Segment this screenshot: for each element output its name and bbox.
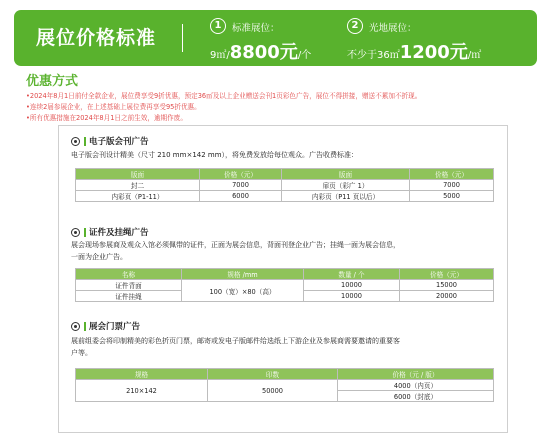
table-row: 内彩页（P1-11） 6000 内彩页（P11 页以后） 5000 bbox=[76, 191, 494, 202]
badge-ad-description: 展会现场参展商及观众入馆必须佩带的证件，正面为展会信息，背面刊登企业广告；挂绳一面为展会信息， bbox=[71, 241, 400, 249]
green-bar-icon bbox=[84, 322, 86, 331]
ebook-section-title: 电子版会刊广告 bbox=[71, 135, 149, 147]
table-row: 210×142 50000 4000（内页） bbox=[76, 380, 494, 391]
table-row: 证件背面 100（宽）×80（高） 10000 15000 bbox=[76, 280, 494, 291]
advertising-card bbox=[58, 125, 508, 433]
green-bar-icon bbox=[84, 228, 86, 237]
standard-booth-label: 标准展位： bbox=[232, 23, 280, 34]
table-row: 6000（封底） bbox=[76, 391, 494, 402]
discount-note: •连续2届参展企业，在上述基础上展位费再享受95折优惠。 bbox=[26, 103, 201, 111]
header-title: 展位价格标准 bbox=[36, 27, 157, 49]
ticket-ad-description: 展前组委会将印制精美的彩色折页门票，邮寄或发电子版邮件给选纸上下游企业及参展商需要邀请的重要客 bbox=[71, 337, 400, 345]
badge-spec-cell: 100（宽）×80（高） bbox=[182, 280, 304, 302]
table-header-row: 规格 印数 价格（元 / 版） bbox=[76, 369, 494, 380]
price-header-banner bbox=[14, 10, 537, 66]
ticket-ad-description-cont: 户等。 bbox=[71, 349, 92, 357]
standard-price-suffix: /个 bbox=[297, 50, 312, 61]
standard-booth-price bbox=[210, 38, 311, 64]
badge-ad-description-cont: 一面为企业广告。 bbox=[71, 253, 127, 261]
discount-note: •所有优惠措施在2024年8月1日之前生效，逾期作废。 bbox=[26, 114, 187, 122]
ticket-count-cell: 50000 bbox=[208, 380, 338, 402]
discount-title: 优惠方式 bbox=[26, 74, 79, 89]
raw-price-suffix: /㎡ bbox=[467, 50, 482, 61]
raw-price-prefix: 不少于36㎡ bbox=[347, 50, 400, 61]
standard-price-prefix: 9㎡/ bbox=[210, 50, 230, 61]
table-row: 证件挂绳 10000 20000 bbox=[76, 291, 494, 302]
raw-space-price bbox=[347, 38, 481, 64]
discount-note: •2024年8月1日前付全款企业，展位费享受9折优惠，预定36㎡及以上企业赠送会刊1页彩色广告，展位不得拼接，赠送不累加不折现。 bbox=[26, 92, 422, 100]
bullet-circle-icon bbox=[71, 322, 80, 331]
ebook-description: 电子版会刊设计精美（尺寸 210 mm×142 mm），将免费发放给每位观众。广告收费标准： bbox=[71, 151, 359, 159]
raw-price-amount: 1200元 bbox=[399, 42, 468, 63]
ticket-ad-price-table bbox=[75, 368, 494, 402]
ebook-price-table bbox=[75, 168, 494, 202]
ticket-ad-section-title: 展会门票广告 bbox=[71, 320, 140, 332]
header-divider bbox=[182, 24, 183, 52]
bullet-circle-icon bbox=[71, 137, 80, 146]
raw-space-label: 光地展位： bbox=[369, 23, 417, 34]
bullet-circle-icon bbox=[71, 228, 80, 237]
green-bar-icon bbox=[84, 137, 86, 146]
table-header-row: 版面 价格（元） 版面 价格（元） bbox=[76, 169, 494, 180]
standard-price-amount: 8800元 bbox=[229, 42, 298, 63]
badge-ad-price-table bbox=[75, 268, 494, 302]
table-header-row: 名称 规格 /mm 数量 / 个 价格（元） bbox=[76, 269, 494, 280]
badge-ad-section-title: 证件及挂绳广告 bbox=[71, 226, 149, 238]
number-two-badge: 2 bbox=[347, 18, 363, 34]
number-one-badge: 1 bbox=[210, 18, 226, 34]
table-row: 封二 7000 扉页（彩广 1） 7000 bbox=[76, 180, 494, 191]
ticket-spec-cell: 210×142 bbox=[76, 380, 208, 402]
